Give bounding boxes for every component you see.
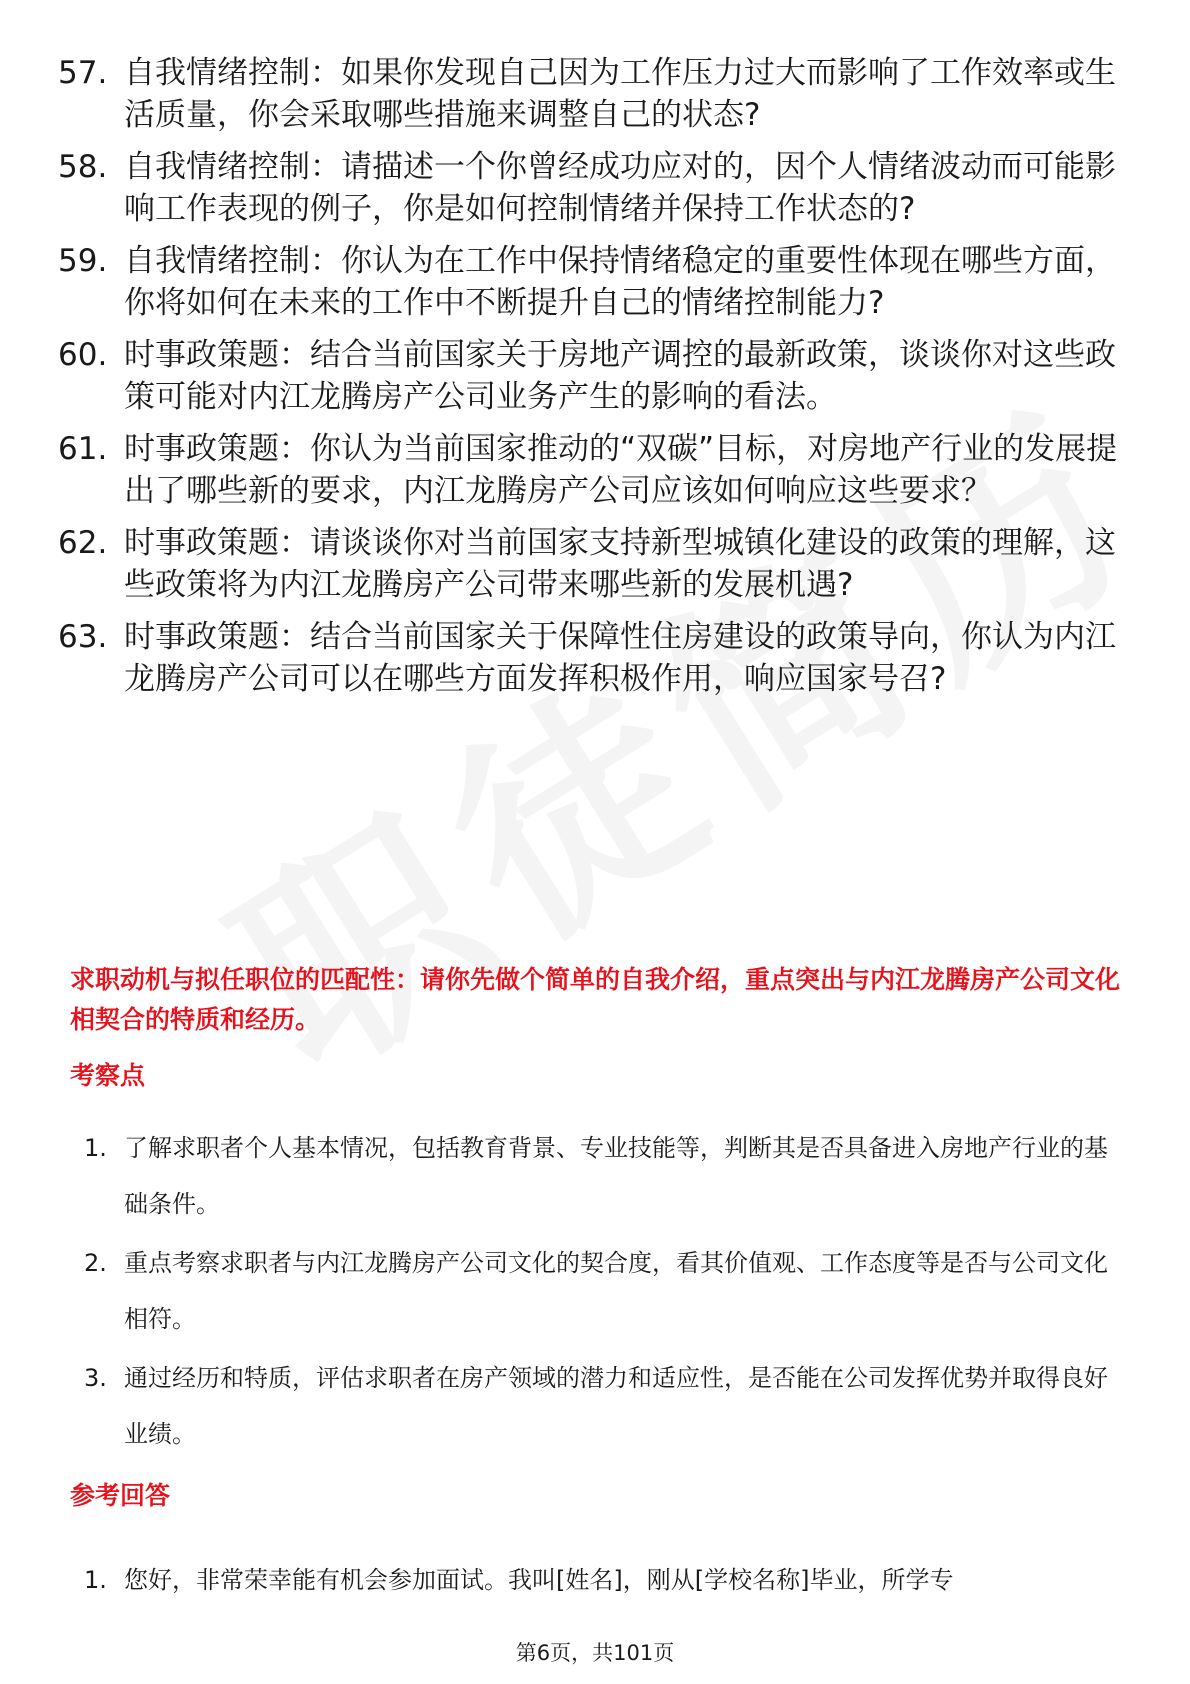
question-text: 自我情绪控制：你认为在工作中保持情绪稳定的重要性体现在哪些方面，你将如何在未来的工作中不断提升自己的情绪控制能力? [124,243,1116,321]
list-item [58,146,1118,230]
question-number: 62. [58,525,108,561]
question-text: 时事政策题：结合当前国家关于保障性住房建设的政策导向，你认为内江龙腾房产公司可以在哪些方面发挥积极作用，响应国家号召? [124,619,1116,697]
list-item [58,52,1118,136]
question-number: 61. [58,431,108,467]
focus-heading: 考察点 [70,1061,146,1090]
question-number: 57. [58,55,108,91]
question-number: 60. [58,337,108,373]
list-item [58,428,1118,512]
list-item [58,334,1118,418]
focus-points-list [84,1120,1124,1465]
question-number: 63. [58,619,108,655]
section-title: 求职动机与拟任职位的匹配性：请你先做个简单的自我介绍，重点突出与内江龙腾房产公司文化相契合的特质和经历。 [70,965,1121,1034]
question-number: 58. [58,149,108,185]
question-text: 时事政策题：请谈谈你对当前国家支持新型城镇化建设的政策的理解，这些政策将为内江龙腾房产公司带来哪些新的发展机遇? [124,525,1116,603]
question-list [58,52,1118,710]
point-text: 重点考察求职者与内江龙腾房产公司文化的契合度，看其价值观、工作态度等是否与公司文化相符。 [124,1249,1108,1333]
list-item [58,616,1118,700]
list-item [58,240,1118,324]
answer-heading: 参考回答 [70,1481,171,1510]
answer-number: 1. [84,1566,107,1594]
question-text: 时事政策题：结合当前国家关于房地产调控的最新政策，谈谈你对这些政策可能对内江龙腾房产公司业务产生的影响的看法。 [124,337,1116,415]
answer-item [84,1552,1124,1608]
point-number: 3. [84,1364,107,1392]
question-text: 时事政策题：你认为当前国家推动的“双碳”目标，对房地产行业的发展提出了哪些新的要求，内江龙腾房产公司应该如何响应这些要求？ [124,431,1118,509]
list-item [84,1235,1124,1347]
question-text: 自我情绪控制：请描述一个你曾经成功应对的，因个人情绪波动而可能影响工作表现的例子，你是如何控制情绪并保持工作状态的? [124,149,1116,227]
page-footer: 第6页，共101页 [515,1641,675,1665]
list-item [84,1350,1124,1462]
question-number: 59. [58,243,108,279]
point-text: 通过经历和特质，评估求职者在房产领域的潜力和适应性，是否能在公司发挥优势并取得良好业绩。 [124,1364,1108,1448]
point-number: 1. [84,1134,107,1162]
list-item [84,1120,1124,1232]
point-text: 了解求职者个人基本情况，包括教育背景、专业技能等，判断其是否具备进入房地产行业的基础条件。 [124,1134,1108,1218]
point-number: 2. [84,1249,107,1277]
answer-text: 您好，非常荣幸能有机会参加面试。我叫[姓名]，刚从[学校名称]毕业，所学专 [124,1566,954,1594]
question-text: 自我情绪控制：如果你发现自己因为工作压力过大而影响了工作效率或生活质量，你会采取哪些措施来调整自己的状态? [124,55,1116,133]
list-item [58,522,1118,606]
